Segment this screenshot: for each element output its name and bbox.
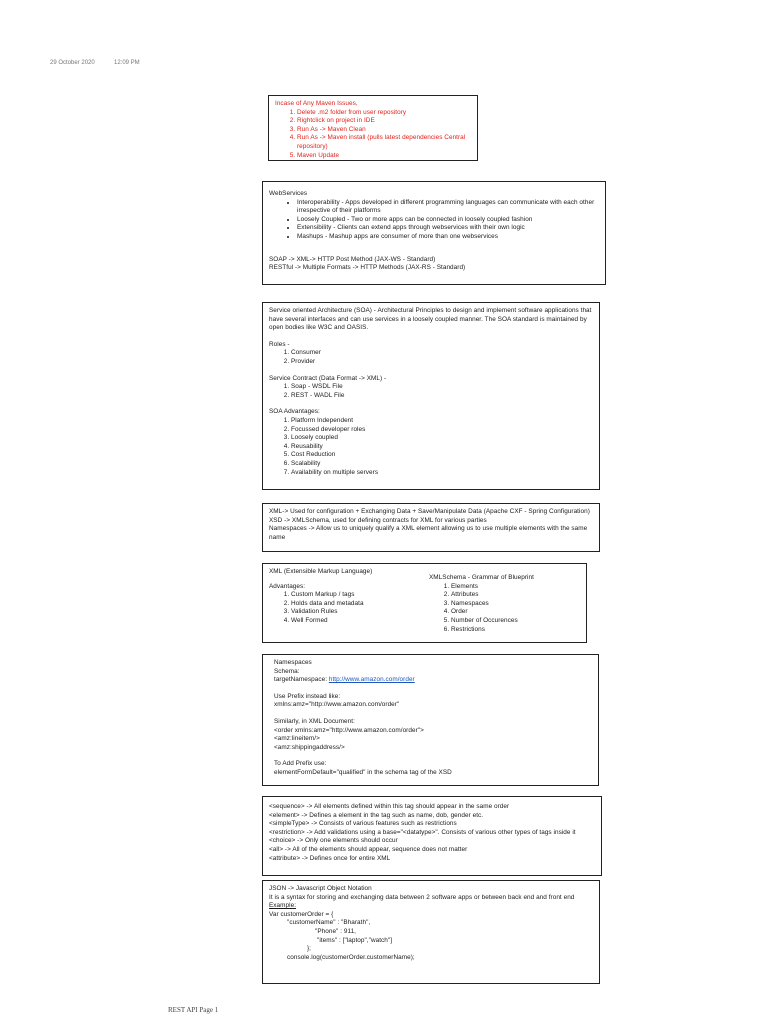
json-box	[262, 880, 600, 984]
xml-adv-list	[269, 591, 429, 625]
list-item: • Extensibility - Clients can extend apps through webservices with their own logic	[297, 224, 599, 233]
xsd-tag-line: <choice> -> Only one elements should occur	[269, 837, 398, 845]
soa-adv-title: SOA Advantages:	[269, 408, 320, 416]
soa-roles-title: Roles -	[269, 340, 290, 348]
list-item: 1. Platform Independent	[291, 417, 593, 426]
json-example-label: Example:	[269, 902, 297, 910]
list-item: 7. Availability on multiple servers	[291, 469, 593, 478]
ns-line: Use Prefix instead like:	[274, 692, 341, 700]
ns-line: Schema:	[274, 667, 300, 675]
page-time: 12:09 PM	[114, 60, 140, 66]
soap-line: SOAP -> XML-> HTTP Post Method (JAX-WS - Standard)	[269, 255, 436, 263]
json-code-line: "items" : ["laptop","watch"]	[317, 936, 393, 944]
xsd-tags-box	[262, 796, 602, 876]
webservices-box	[262, 181, 606, 285]
list-item: 2. Holds data and metadata	[291, 600, 429, 609]
json-code-line: Var customerOrder = {	[269, 910, 334, 918]
list-item: 3. Validation Rules	[291, 608, 429, 617]
list-item: 5. Cost Reduction	[291, 451, 593, 460]
list-item: 4. Reusability	[291, 443, 593, 452]
xsd-tag-line: <element> -> Defines a element in the tag such as name, dob, gender etc.	[269, 811, 484, 819]
json-code-line: "customerName" : "Bharath",	[287, 919, 371, 927]
json-code-line: "Phone" : 911,	[315, 927, 357, 935]
xml-box	[262, 563, 587, 643]
list-item: 4. Well Formed	[291, 617, 429, 626]
list-item: 2. Rightclick on project in IDE	[297, 117, 471, 126]
list-item: 2. Attributes	[451, 591, 580, 600]
webservices-title: WebServices	[269, 190, 308, 197]
soa-roles-list	[269, 349, 593, 366]
json-line: It is a syntax for storing and exchanging data between 2 software apps or between back end and front end	[269, 893, 575, 901]
list-item: 1. Elements	[451, 583, 580, 592]
list-item: 4. Order	[451, 608, 580, 617]
list-item: 2. Focussed developer roles	[291, 426, 593, 435]
list-item: 1. Soap - WSDL File	[291, 383, 593, 392]
list-item: 1. Custom Markup / tags	[291, 591, 429, 600]
list-item: 5. Maven Update	[297, 152, 471, 161]
soa-intro: Service oriented Architecture (SOA) - Architectural Principles to design and implement software applications that have several interfaces and can use services in a loosely coupled manner. The SOA standard is maintained by open bodies like W3C and OASIS.	[269, 307, 594, 332]
xml-info-box	[262, 503, 600, 552]
list-item: • Interoperability - Apps developed in different programming languages can communicate with each other irrespective of their platforms	[297, 199, 599, 216]
page-footer: REST API Page 1	[168, 1006, 219, 1014]
ns-line: <order xmlns:amz="http://www.amazon.com/order">	[274, 726, 424, 734]
maven-issues-box	[268, 95, 478, 161]
list-item: • Mashups - Mashup apps are consumer of more than one webservices	[297, 233, 599, 242]
ns-target-line	[274, 676, 592, 685]
namespaces-box	[262, 654, 599, 786]
xsd-tag-line: <simpleType> -> Consists of various features such as restrictions	[269, 820, 457, 828]
ns-line: To Add Prefix use:	[274, 760, 327, 768]
list-item: 2. Provider	[291, 358, 593, 367]
webservices-list	[269, 199, 599, 242]
xml-title: XML (Extensible Markup Language)	[269, 568, 373, 575]
json-line: JSON -> Javascript Object Notation	[269, 885, 372, 892]
xsd-tag-line: <attribute> -> Defines once for entire XML	[269, 854, 391, 862]
soa-adv-list	[269, 417, 593, 477]
xsd-info-line: XSD -> XMLSchema, used for defining contracts for XML for various parties	[269, 516, 487, 524]
soa-contract-list	[269, 383, 593, 400]
ns-line: Similarly, in XML Document:	[274, 717, 355, 725]
json-code-line: console.log(customerOrder.customerName);	[287, 953, 415, 961]
xml-schema-list	[429, 583, 580, 635]
list-item: 2. REST - WADL File	[291, 392, 593, 401]
list-item: 1. Consumer	[291, 349, 593, 358]
xsd-tag-line: <all> -> All of the elements should appear, sequence does not matter	[269, 845, 468, 853]
list-item: 6. Restrictions	[451, 626, 580, 635]
list-item: 1. Delete .m2 folder from user repository	[297, 109, 471, 118]
maven-list	[275, 109, 471, 161]
json-code-line: };	[307, 945, 312, 953]
xml-adv-title: Advantages:	[269, 582, 306, 590]
soa-box	[262, 302, 600, 490]
ns-line: <amz:shippingaddress/>	[274, 743, 345, 751]
ns-line: <amz:lineitem/>	[274, 735, 320, 743]
page-date: 29 October 2020	[50, 60, 95, 66]
list-item: 3. Run As -> Maven Clean	[297, 126, 471, 135]
list-item: 3. Loosely coupled	[291, 434, 593, 443]
list-item: 5. Number of Occurences	[451, 617, 580, 626]
ns-line: xmlns:amz="http://www.amazon.com/order"	[274, 701, 400, 709]
ns-target-label: targetNamespace:	[274, 676, 329, 684]
maven-title: Incase of Any Maven Issues,	[275, 100, 358, 107]
list-item: • Loosely Coupled - Two or more apps can be connected in loosely coupled fashion	[297, 216, 599, 225]
soa-contract-title: Service Contract (Data Format -> XML) -	[269, 374, 387, 382]
xsd-tag-line: <sequence> -> All elements defined within this tag should appear in the same order	[269, 803, 510, 810]
xml-schema-title: XMLSchema - Grammar of Blueprint	[429, 574, 534, 581]
ns-line: Namespaces	[274, 659, 312, 666]
amazon-order-link[interactable]: http://www.amazon.com/order	[328, 676, 415, 684]
ns-line: elementFormDefault="qualified" in the schema tag of the XSD	[274, 768, 452, 776]
xsd-tag-line: <restriction> -> Add validations using a base="<datatype>". Consists of various other types of tags inside it	[269, 828, 576, 836]
xml-info-line: XML-> Used for configuration + Exchanging Data + Save/Manipulate Data (Apache CXF - Spring Configuration)	[269, 508, 590, 515]
rest-line: RESTful -> Multiple Formats -> HTTP Methods (JAX-RS - Standard)	[269, 264, 466, 272]
list-item: 3. Namespaces	[451, 600, 580, 609]
namespaces-info-line: Namespaces -> Allow us to uniquely qualify a XML element allowing us to use multiple elements with the same name	[269, 525, 590, 541]
list-item: 6. Scalability	[291, 460, 593, 469]
list-item: 4. Run As -> Maven install (pulls latest dependencies Central repository)	[297, 134, 471, 151]
